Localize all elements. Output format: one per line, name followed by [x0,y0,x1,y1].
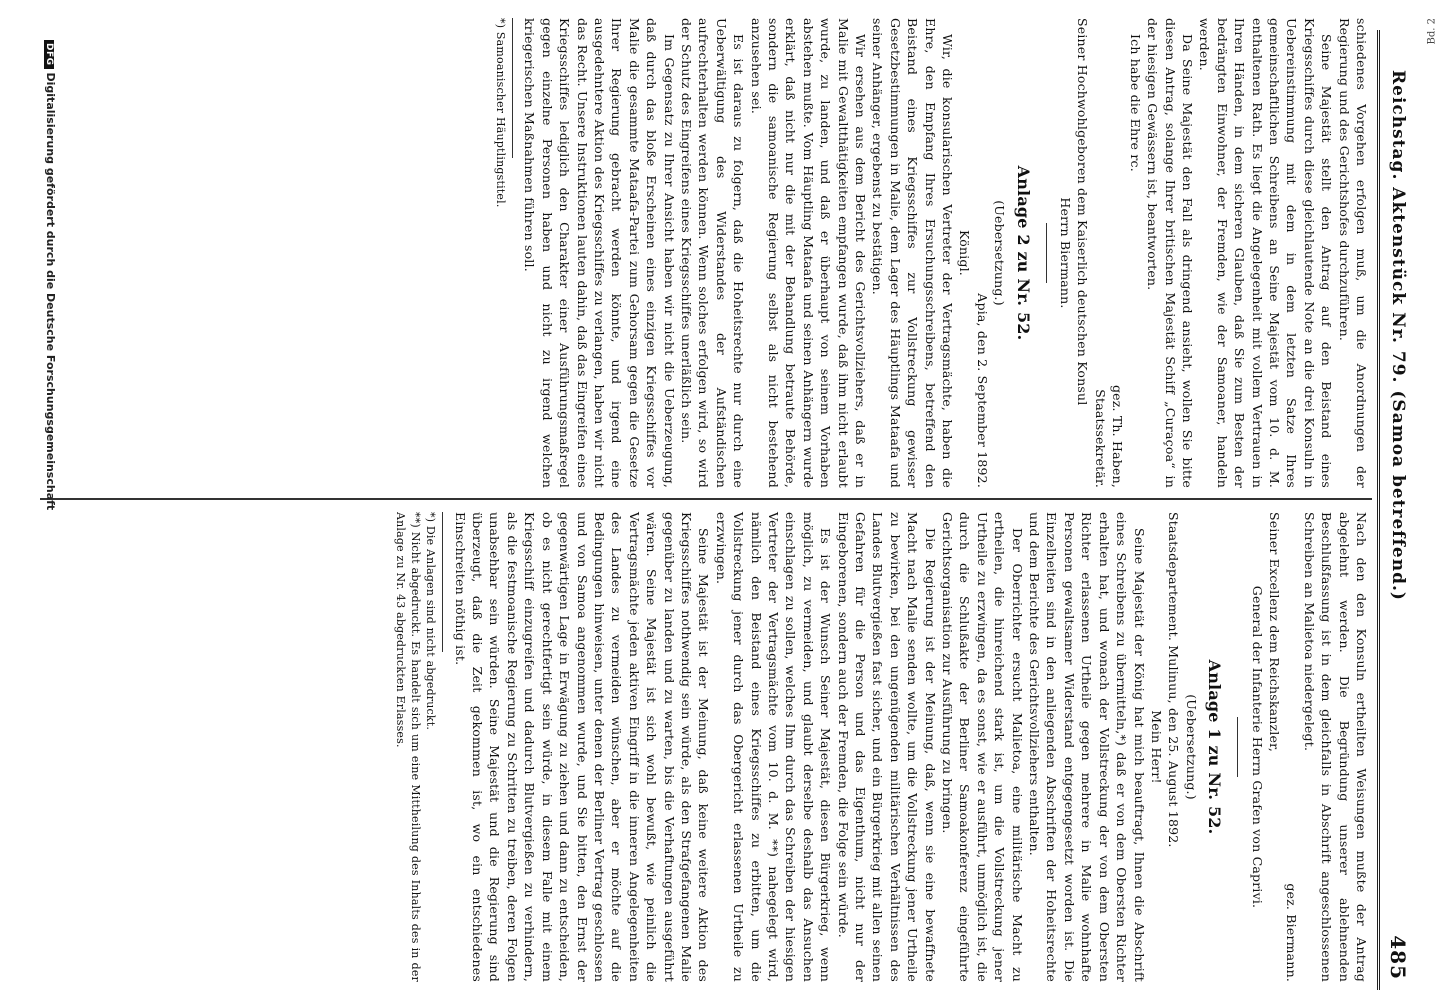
addressee-name: Herrn Biermann. [1058,197,1074,309]
translation-note: (Uebersetzung.) [992,200,1008,306]
footnote: *) Samoanischer Häuptlingstitel. [493,18,507,208]
paragraph: Es ist daraus zu folgern, daß die Hoheitsrechte nur durch eine Ueberwältigung des Widerstandes der Aufständischen aufrechterhalten werden können. Wenn solches erfolgen wird, so wird der Schutz des Eingreifens eines Kriegsschiffes unerläßlich sein. [678,18,747,488]
place-date: Staatsdepartement. Mulinuu, den 25. August 1892. [1166,512,1182,848]
paragraph: Seine Majestät der König hat mich beauftragt, Ihnen die Abschrift eines Schreibens zu übermitteln,*) daß er von dem Obersten Richter erhalten hat, und wonach der Vollstreckung der von dem Obersten Richter erlassenen Urtheile gegen mehrere in Malie wohnhafte Personen gewaltsamer Widerstand entgegengesetzt worden ist. Die Einzelheiten sind in den anliegenden Abschriften der Hoheitsrechte und dem Berichte des Gerichtsvollziehers enthalten. [1027,512,1147,982]
paragraph: Seine Majestät stellt den Antrag auf den Beistand eines Kriegsschiffes durch diese gleichlautende Note an die drei Konsuln in Uebereinstimmung mit dem in dem letzten Satze Ihres gemeinschaftlichen Schreibens an Seine Majestät vom 10. d. M. enthaltenen Rath. Es liegt die Angelegenheit mit vollem Vertrauen in Ihren Händen, in dem sicheren Glauben, daß Sie zum Besten der bedrängten Einwohner, der Fremden, wie der Samoaner, handeln werden. [1197,18,1335,488]
paragraph: Wir, die konsularischen Vertreter der Vertragsmächte, haben die Ehre, den Empfang Ihres Ersuchungsschreibens, betreffend den Beistand eines Kriegsschiffes zur Vollstreckung gewisser Gesetzbestimmungen in Malie, dem Lager des Häuptlings Mataafa und seiner Anhänger, ergebenst zu bestätigen. [870,18,956,488]
addressee: Seiner Hochwohlgeboren dem Kaiserlich deutschen Konsul [1075,18,1091,406]
paragraph: Wir ersehen aus dem Bericht des Gerichtsvollziehers, daß er in Malie mit Gewaltthätigkeiten empfangen wurde, daß ihm nicht erlaubt wurde, zu landen, und daß er überhaupt von seinem Vorhaben abstehen mußte. Vom Häuptling Mataafa und seinen Anhängern wurde erklärt, daß nicht nur die mit der Behandlung betraute Behörde, sondern die samoanische Regierung selbst als nicht bestehend anzusehen sei. [748,18,869,488]
paragraph: Seine Majestät ist der Meinung, daß keine weitere Aktion des Kriegsschiffes nothwendig sein würde, als den Strafgefangenen Malie gegenüber zu landen und zu warten, bis die Verhaftungen ausgeführt wären. Seine Majestät ist sich wohl bewußt, wie peinlich die Vertragsmächte jeden aktiven Eingriff in die inneren Angelegenheiten des Landes zu vermeiden wünschen, aber er möchte auf die Bedingungen hinweisen, unter denen der Berliner Vertrag geschlossen und von Samoa angenommen wurde, und Sie bitten, den Ernst der gegenwärtigen Lage in Erwägung zu ziehen und dann zu entscheiden, ob es nicht gerechtfertigt sein würde, in diesem Falle mit einem Kriegsschiff einzugreifen und dadurch Blutvergießen zu verhindern, als die festmoanische Regierung zu Schritten zu treiben, deren Folgen unabsehbar sein würden. Seine Majestät und die Regierung sind überzeugt, daß die Zeit gekommen ist, wo ein entschiedenes Einschreiten nöthig ist. [452,512,712,982]
footnote: **) Nicht abgedruckt. Es handelt sich um eine Mittheilung des Inhalts des in der Anlage zu Nr. 43 abgedruckten Erlasses. [394,512,423,982]
page-header [1380,30,1410,990]
annex-heading: Anlage 2 zu Nr. 52. [1013,165,1033,341]
section-divider [1237,717,1238,777]
dfg-logo: DFG [44,40,54,69]
paragraph: schiedenes Vorgehen erfolgen muß, um die Anordnungen der Regierung und des Gerichtshofes durchzuführen. [1336,18,1369,488]
signature: gez. Biermann. [1284,883,1300,982]
addressee: Seiner Excellenz dem Reichskanzler, [1266,512,1282,753]
paragraph: Nach den den Konsuln ertheilten Weisungen mußte der Antrag abgelehnt werden. Die Begründung unserer ablehnenden Beschlußfassung ist in dem gleichfalls in Abschrift angeschlossenen Schreiben an Malietoa niedergelegt. [1301,512,1369,982]
column-divider [40,498,1372,500]
page-title: Reichstag. Aktenstück Nr. 79. (Samoa betreffend.) [1388,70,1408,601]
annex-heading: Anlage 1 zu Nr. 52. [1205,659,1225,835]
paragraph: Ich habe die Ehre rc. [1127,34,1143,172]
volume-mark: Bd. 2 [1426,18,1437,45]
credit-text: Digitalisierung gefördert durch die Deutsche Forschungsgemeinschaft [44,72,57,511]
column-left-side [393,512,1370,982]
signature: gez. Th. Haben, [1110,384,1126,488]
paragraph: Der Oberrichter ersucht Malietoa, eine militärische Macht zu ertheilen, die hinreichend stark ist, um die Vollstreckung jener Urtheile zu erzwingen, da es sonst, wie er ausführt, unmöglich ist, die durch die Schlußakte der Berliner Samoakonferenz eingeführte Gerichtsorganisation zur Ausführung zu bringen. [940,512,1025,982]
signature-title: Staatssekretär. [1092,389,1108,488]
paragraph: Es ist der Wunsch Seiner Majestät, diesen Bürgerkrieg, wenn möglich, zu vermeiden, und glaubt derselbe deshalb das Ansuchen einschlagen zu sollen, welches Ihm durch das Schreiben der hiesigen Vertreter der Vertragsmächte vom 10. d. M. **) nahegelegt wird, nämlich den Beistand eines Kriegsschiffes zu erbitten, um die Vollstreckung jener durch das Obergericht erlassenen Urtheile zu erzwingen. [713,512,834,982]
header-rule [1377,30,1380,990]
column-right-side [493,18,1370,488]
paragraph: Im Gegensatz zu Ihrer Ansicht haben wir nicht die Ueberzeugung, daß durch das bloße Erscheinen eines einzigen Kriegsschiffes vor Malie die gesammte Mataafa-Partei zum Gehorsam gegen die Gesetze Ihrer Regierung gebracht werden könnte, und irgend eine ausgedehntere Aktion des Kriegsschiffes zu verlangen, haben wir nicht das Recht. Unsere Instruktionen lauten dahin, daß das Eingreifen eines Kriegsschiffes lediglich den Charakter einer Ausführungsmaßregel gegen einzelne Personen haben und nicht zu irgend welchen kriegerischen Maßnahmen führen soll. [522,18,677,488]
footnote-rule [442,512,443,652]
paragraph: Die Regierung ist der Meinung, daß, wenn sie eine bewaffnete Macht nach Malie senden wollte, um die Vollstreckung jener Urtheile zu bewirken, bei den ungenügenden militärischen Verhältnissen des Landes Blutvergießen fast sicher, und ein Bürgerkrieg mit allen seinen Gefahren für die Person und das Eigenthum, nicht nur der Eingeborenen, sondern auch der Fremden, die Folge sein würde. [835,512,938,982]
place-date: Apia, den 2. September 1892. [974,293,990,488]
paragraph: Da Seine Majestät den Fall als dringend ansieht, wollen Sie bitte diesen Antrag, solange Ihrer britischen Majestät Schiff „Curaçoa“ in der hiesigen Gewässern ist, beantworten. [1145,18,1195,488]
addressee-name: General der Infanterie Herrn Grafen von Caprivi. [1249,585,1265,909]
footnote: *) Die Anlagen sind nicht abgedruckt. [424,512,438,731]
salutation: Mein Herr! [1148,710,1164,784]
digitization-credit [44,40,57,510]
translation-note: (Uebersetzung.) [1183,694,1199,800]
page-number: 485 [1386,935,1410,980]
salutation: Königl. [957,230,973,276]
footnote-rule [512,18,513,158]
section-divider [1046,223,1047,283]
